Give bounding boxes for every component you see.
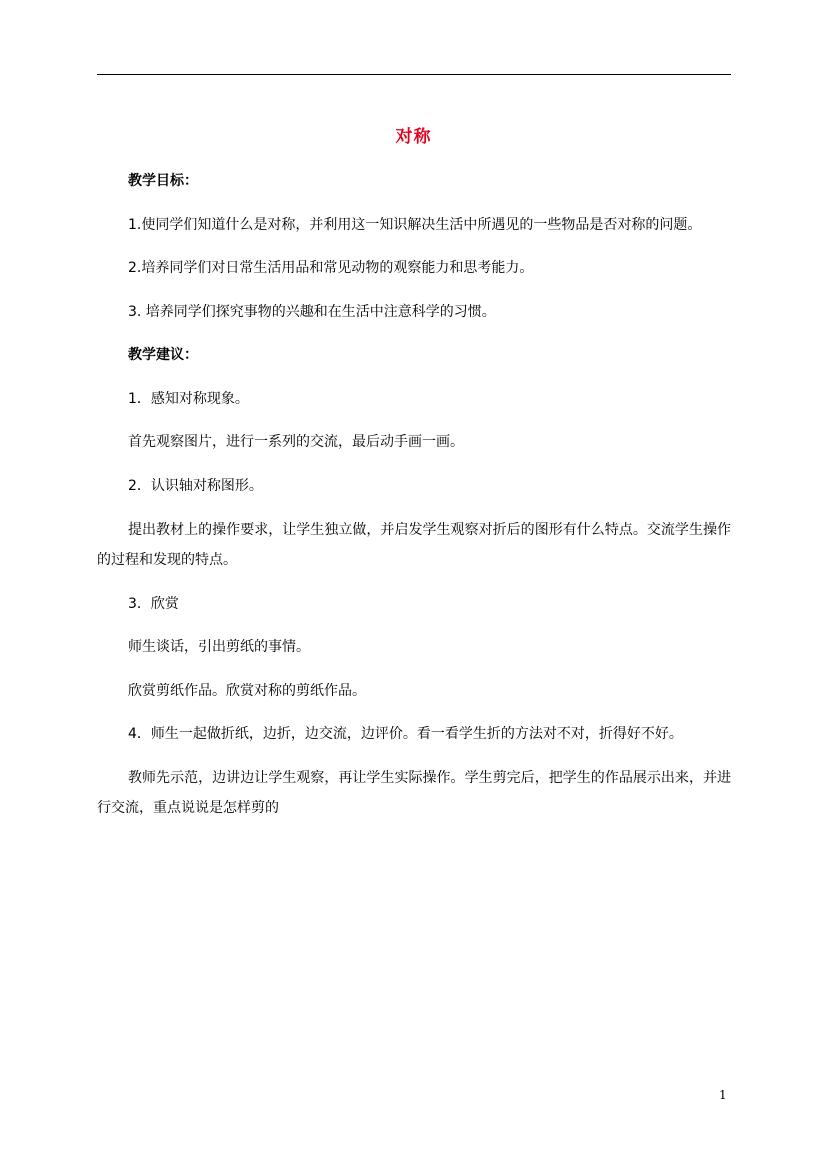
- goal-item-1: 1.使同学们知道什么是对称，并利用这一知识解决生活中所遇见的一些物品是否对称的问题。: [128, 217, 702, 233]
- suggestion-1-title: 1．感知对称现象。: [128, 391, 249, 407]
- suggestion-3-text-2: 欣赏剪纸作品。欣赏对称的剪纸作品。: [128, 683, 366, 699]
- suggestion-2-title: 2．认识轴对称图形。: [128, 478, 263, 494]
- suggestion-1-text: 首先观察图片，进行一系列的交流，最后动手画一画。: [128, 434, 464, 450]
- suggestion-2-text: 提出教材上的操作要求，让学生独立做，并启发学生观察对折后的图形有什么特点。交流学生操作的过程和发现的特点。: [97, 522, 731, 568]
- suggestion-4-title: 4．师生一起做折纸，边折，边交流，边评价。看一看学生折的方法对不对，折得好不好。: [128, 726, 683, 742]
- suggestion-4-text: 教师先示范，边讲边让学生观察，再让学生实际操作。学生剪完后，把学生的作品展示出来，并进行交流，重点说说是怎样剪的: [97, 770, 731, 816]
- goal-item-2: 2.培养同学们对日常生活用品和常见动物的观察能力和思考能力。: [128, 260, 534, 276]
- suggestions-heading: 教学建议：: [128, 347, 198, 363]
- suggestion-3-text-1: 师生谈话，引出剪纸的事情。: [128, 639, 310, 655]
- goal-item-3: 3. 培养同学们探究事物的兴趣和在生活中注意科学的习惯。: [128, 304, 496, 320]
- header-rule: [97, 74, 731, 75]
- document-title: 对称: [395, 127, 432, 147]
- suggestion-3-title: 3．欣赏: [128, 596, 179, 612]
- page-number: 1: [719, 1088, 727, 1102]
- goals-heading: 教学目标：: [128, 173, 198, 189]
